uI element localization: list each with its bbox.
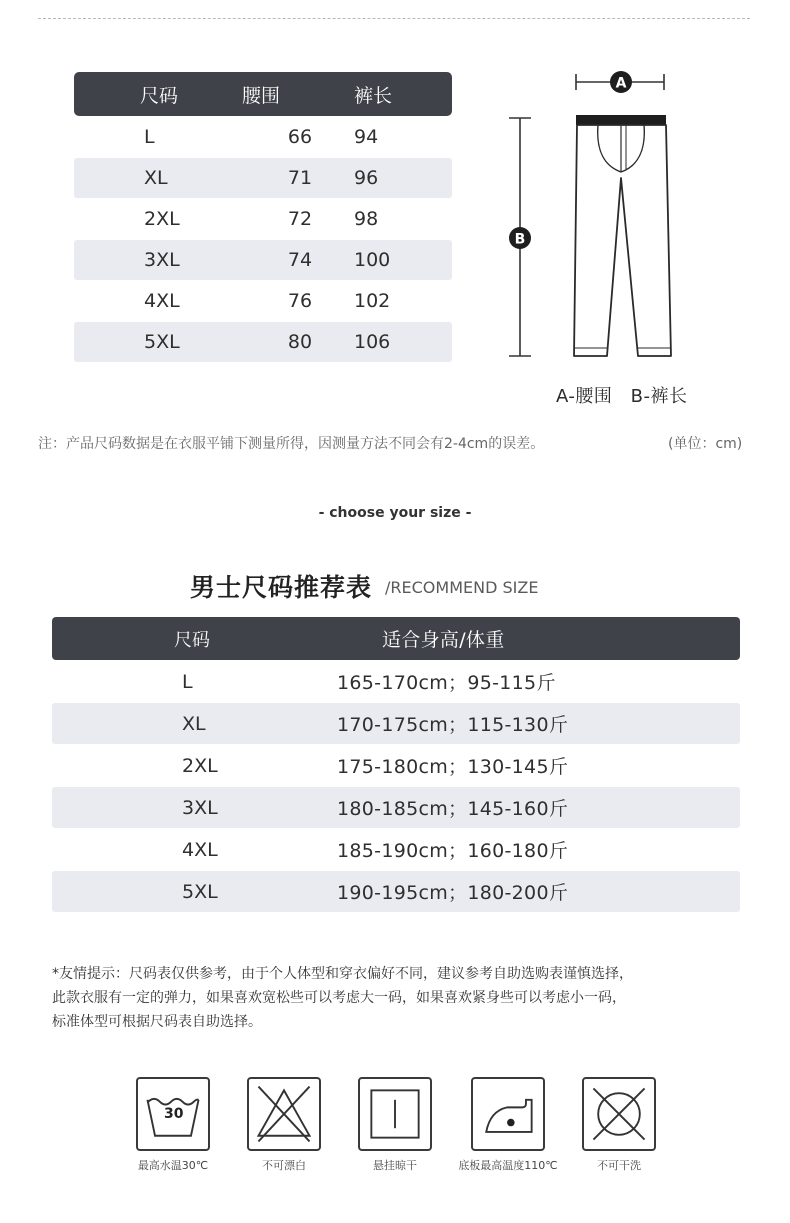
cell-size: 3XL [144,249,180,271]
diagram-legend [556,382,688,408]
table-row [52,745,740,786]
recommend-subtitle: /RECOMMEND SIZE [385,578,539,597]
tips-line: 标准体型可根据尺码表自助选择。 [52,1014,262,1030]
pants-diagram [500,62,700,362]
cell-height-weight: 185-190cm；160-180斤 [337,840,569,862]
table-row [52,829,740,870]
cell-height-weight: 190-195cm；180-200斤 [337,882,569,904]
care-label: 不可干洗 [597,1159,641,1172]
cell-size: XL [182,712,206,735]
tips-line: *友情提示：尺码表仅供参考，由于个人体型和穿衣偏好不同，建议参考自助选购表谨慎选择， [52,966,633,982]
wash-temp: 30 [164,1106,184,1122]
header-waist: 腰围 [242,84,281,107]
iron-low-icon [471,1077,545,1151]
no-bleach-icon [247,1077,321,1151]
header-size: 尺码 [140,84,179,107]
cell-height-weight: 175-180cm；130-145斤 [337,756,569,778]
header-length: 裤长 [354,84,393,107]
cell-length: 94 [354,126,379,148]
table-row [74,240,452,280]
table-row [74,158,452,198]
cell-size: L [144,126,155,148]
care-label: 不可漂白 [262,1159,306,1172]
cell-waist: 72 [287,208,313,230]
cell-size: 4XL [182,838,218,861]
tips-text [52,962,752,1034]
cell-length: 98 [354,208,379,230]
care-label: 悬挂晾干 [373,1159,417,1172]
cell-length: 100 [354,249,391,271]
header-height-weight: 适合身高/体重 [382,629,505,651]
cell-waist: 76 [287,290,313,312]
care-label: 底板最高温度110℃ [458,1159,558,1172]
cell-length: 106 [354,331,391,353]
recommend-table [52,617,740,912]
cell-waist: 74 [287,249,313,271]
cell-size: 4XL [144,290,180,312]
no-dry-clean-icon [582,1077,656,1151]
size-table-header [74,72,452,116]
cell-waist: 66 [287,126,313,148]
cell-height-weight: 180-185cm；145-160斤 [337,798,569,820]
marker-b-label: B [514,231,526,248]
recommend-table-header [52,617,740,660]
cell-size: L [182,670,193,693]
cell-length: 96 [354,167,379,189]
recommend-title: 男士尺码推荐表 [190,573,373,602]
table-row [74,117,452,157]
care-label: 最高水温30℃ [137,1159,209,1172]
legend-b: B-裤长 [630,386,688,407]
table-row [52,661,740,702]
table-row [74,322,452,362]
table-row [52,703,740,744]
unit-label: (单位：cm) [668,436,743,452]
cell-height-weight: 165-170cm；95-115斤 [337,672,556,694]
wash-30-icon [136,1077,210,1151]
choose-size-label: - choose your size - [318,505,472,521]
cell-size: 2XL [144,208,180,230]
legend-a: A-腰围 [556,386,613,407]
cell-size: 5XL [144,331,180,353]
tips-line: 此款衣服有一定的弹力，如果喜欢宽松些可以考虑大一码，如果喜欢紧身些可以考虑小一码， [52,990,626,1006]
table-row [74,199,452,239]
table-row [74,281,452,321]
cell-size: 3XL [182,796,218,819]
table-row [52,871,740,912]
top-divider [38,18,750,19]
cell-height-weight: 170-175cm；115-130斤 [337,714,569,736]
cell-size: 2XL [182,754,218,777]
cell-size: XL [144,167,168,189]
marker-a-label: A [615,75,627,92]
size-table [74,72,452,362]
cell-waist: 80 [287,331,313,353]
cell-length: 102 [354,290,391,312]
table-row [52,787,740,828]
cell-size: 5XL [182,880,218,903]
measurement-note: 注：产品尺码数据是在衣服平铺下测量所得，因测量方法不同会有2-4cm的误差。 [38,436,545,452]
header-size: 尺码 [174,629,210,651]
line-dry-icon [358,1077,432,1151]
cell-waist: 71 [287,167,313,189]
